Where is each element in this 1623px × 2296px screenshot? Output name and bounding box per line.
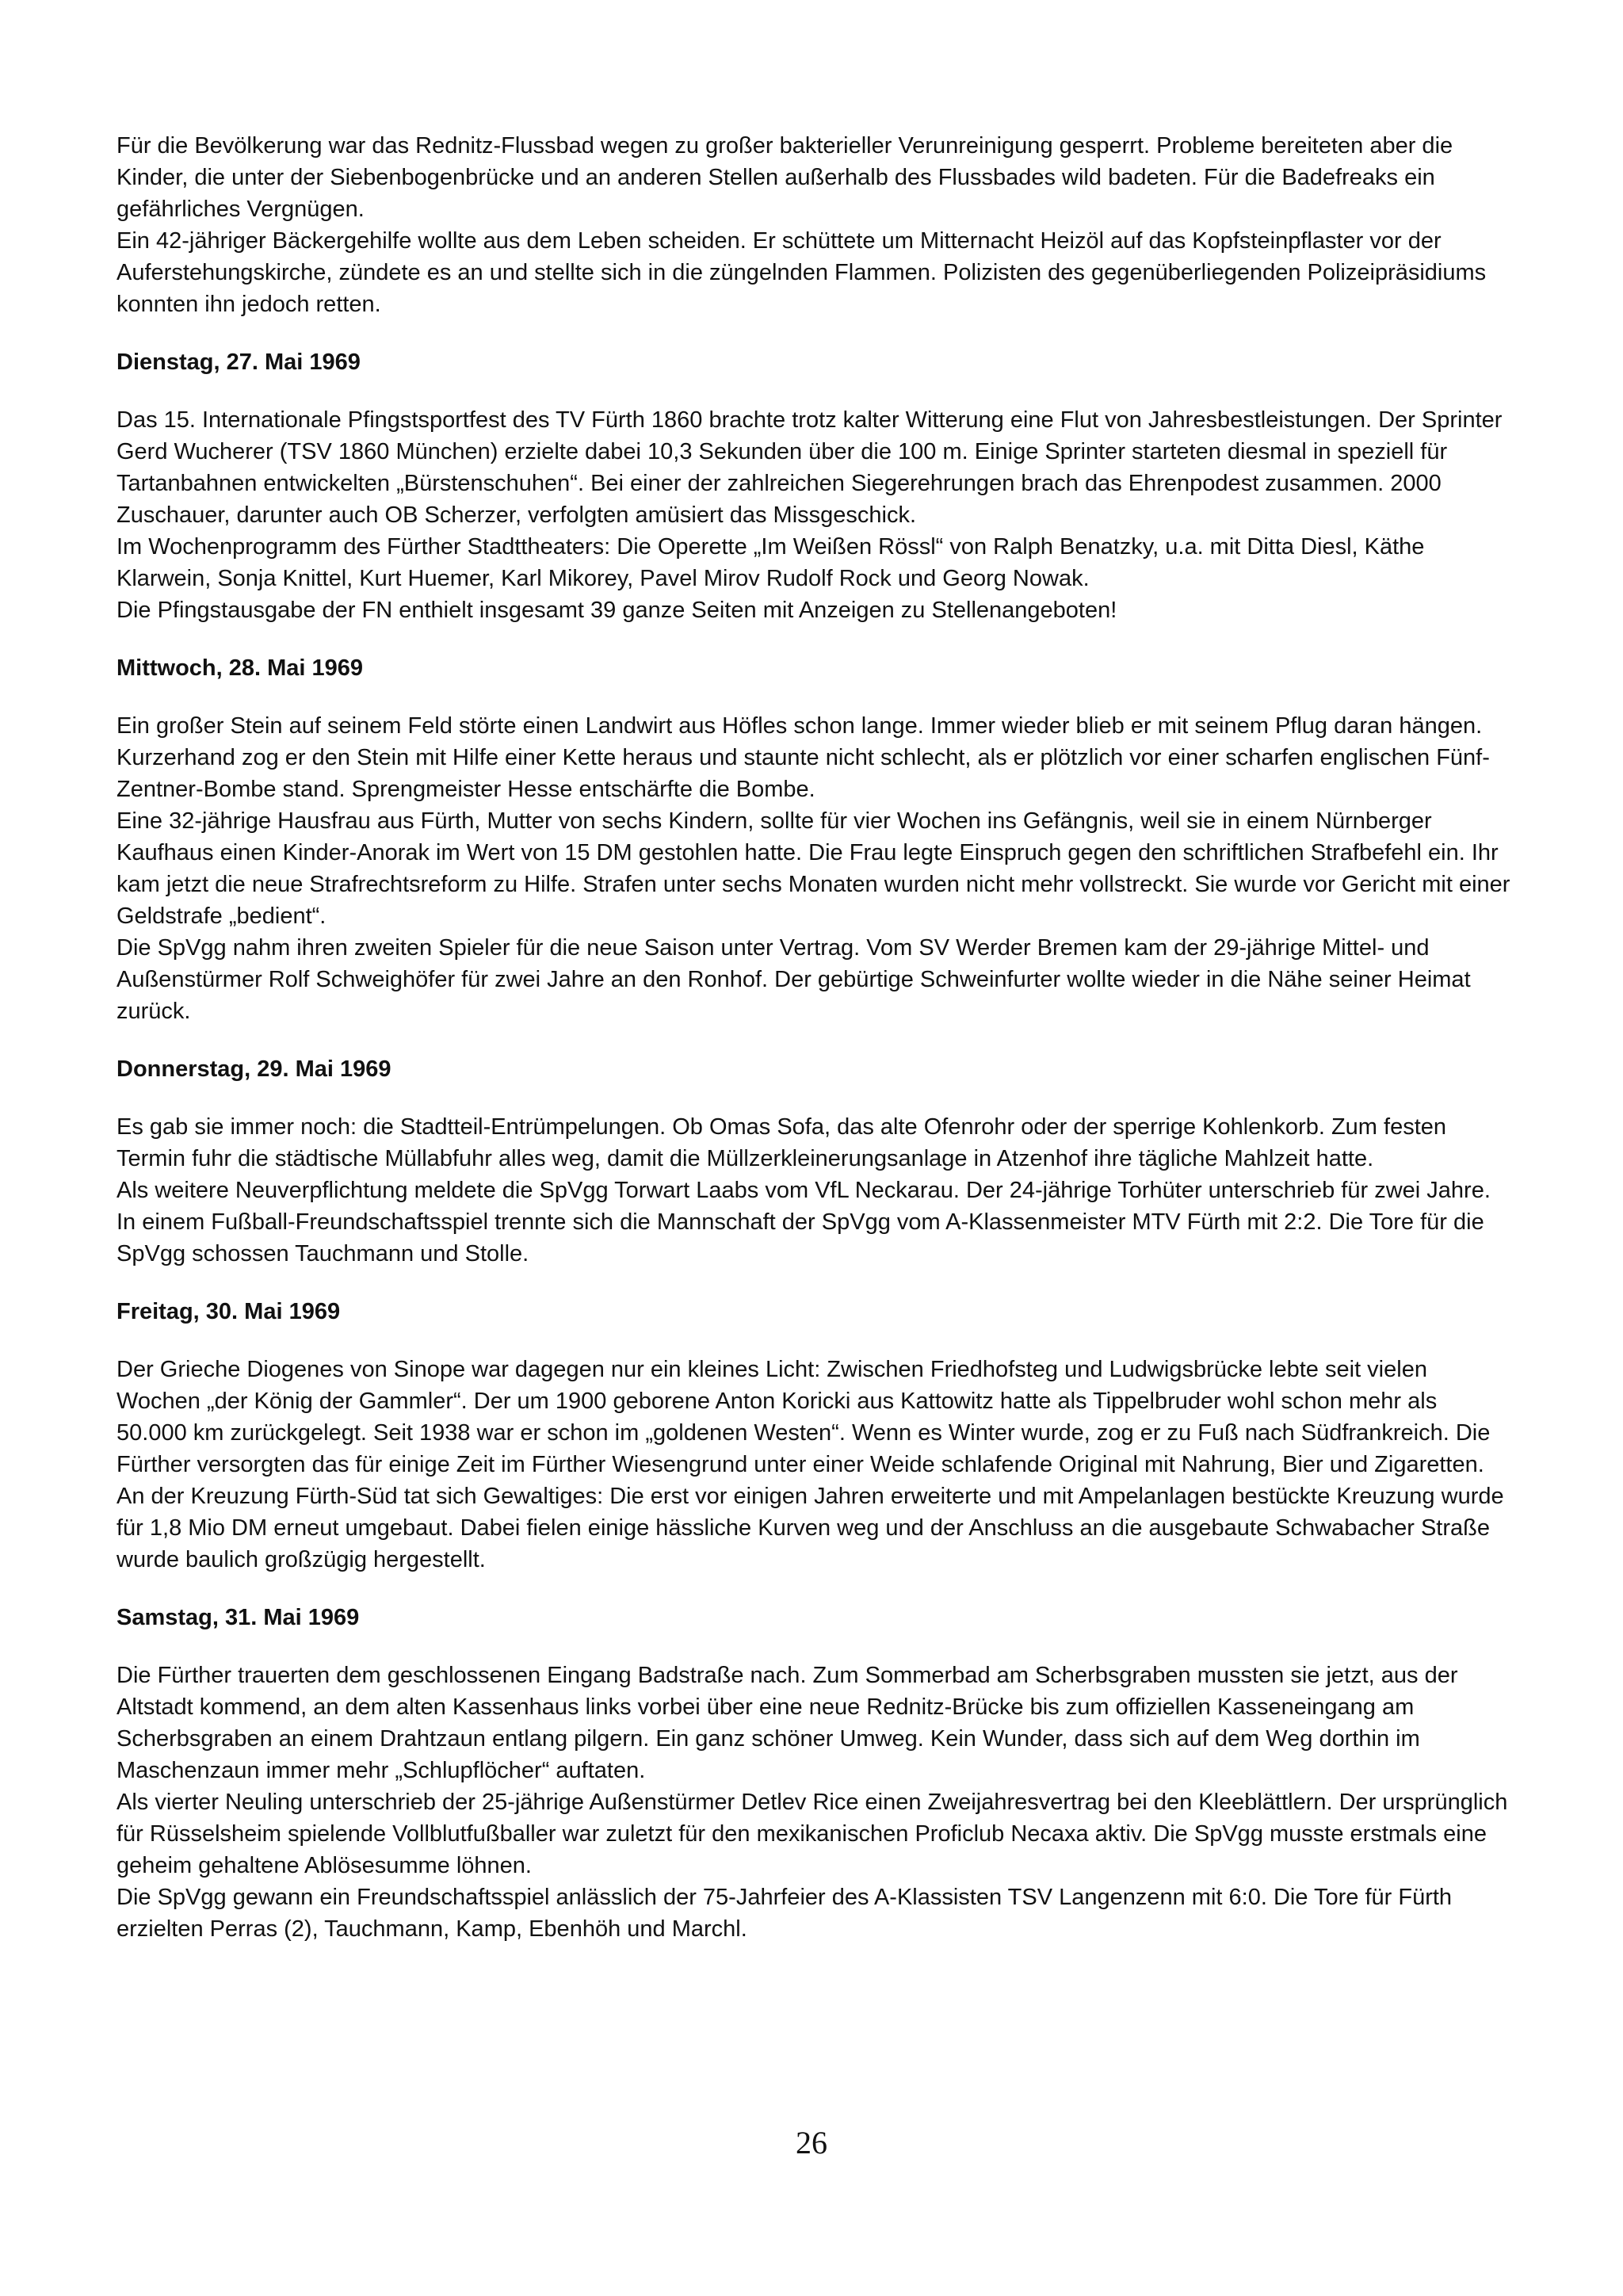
paragraph: Ein großer Stein auf seinem Feld störte einen Landwirt aus Höfles schon lange. Immer wieder blieb er mit seinem Pflug daran hängen. Kurzerhand zog er den Stein mit Hilfe einer Kette heraus und staunte nicht schlecht, als er plötzlich vor einer scharfen englischen Fünf-Zentner-Bombe stand. Sprengmeister Hesse entschärfte die Bombe. [116, 713, 1490, 802]
paragraph: Ein 42-jähriger Bäckergehilfe wollte aus dem Leben scheiden. Er schüttete um Mitternacht Heizöl auf das Kopfsteinpflaster vor der Auferstehungskirche, zündete es an und stellte sich in die züngelnden Flammen. Polizisten des gegenüberliegenden Polizeipräsidiums konnten ihn jedoch retten. [116, 228, 1487, 317]
paragraph: Die SpVgg nahm ihren zweiten Spieler für die neue Saison unter Vertrag. Vom SV Werder Bremen kam der 29-jährige Mittel- und Außenstürmer Rolf Schweighöfer für zwei Jahre an den Ronhof. Der gebürtige Schweinfurter wollte wieder in die Nähe seiner Heimat zurück. [116, 935, 1471, 1024]
paragraph: In einem Fußball-Freundschaftsspiel trennte sich die Mannschaft der SpVgg vom A-Klassenmeister MTV Fürth mit 2:2. Die Tore für die SpVgg schossen Tauchmann und Stolle. [116, 1209, 1484, 1266]
date-heading: Freitag, 30. Mai 1969 [116, 1299, 341, 1324]
paragraph: Für die Bevölkerung war das Rednitz-Flussbad wegen zu großer bakterieller Verunreinigung gesperrt. Probleme bereiteten aber die Kinder, die unter der Siebenbogenbrücke und an anderen Stellen außerhalb des Flussbades wild badeten. Für die Badefreaks ein gefährliches Vergnügen. [116, 133, 1453, 222]
paragraph: Die Fürther trauerten dem geschlossenen Eingang Badstraße nach. Zum Sommerbad am Scherbsgraben mussten sie jetzt, aus der Altstadt kommend, an dem alten Kassenhaus links vorbei über eine neue Rednitz-Brücke bis zum offiziellen Kasseneingang am Scherbsgraben an einem Drahtzaun entlang pilgern. Ein ganz schöner Umweg. Kein Wunder, dass sich auf dem Weg dorthin im Maschenzaun immer mehr „Schlupflöcher“ auftaten. [116, 1663, 1458, 1783]
paragraph: Als weitere Neuverpflichtung meldete die SpVgg Torwart Laabs vom VfL Neckarau. Der 24-jährige Torhüter unterschrieb für zwei Jahre. [116, 1178, 1491, 1203]
paragraph: An der Kreuzung Fürth-Süd tat sich Gewaltiges: Die erst vor einigen Jahren erweiterte und mit Ampelanlagen bestückte Kreuzung wurde für 1,8 Mio DM erneut umgebaut. Dabei fielen einige hässliche Kurven weg und der Anschluss an die ausgebaute Schwabacher Straße wurde baulich großzügig hergestellt. [116, 1484, 1504, 1572]
paragraph: Als vierter Neuling unterschrieb der 25-jährige Außenstürmer Detlev Rice einen Zweijahresvertrag bei den Kleeblättlern. Der ursprünglich für Rüsselsheim spielende Vollblutfußballer war zuletzt für den mexikanischen Proficlub Necaxa aktiv. Die SpVgg musste erstmals eine geheim gehaltene Ablösesumme löhnen. [116, 1790, 1508, 1878]
paragraph: Eine 32-jährige Hausfrau aus Fürth, Mutter von sechs Kindern, sollte für vier Wochen ins Gefängnis, weil sie in einem Nürnberger Kaufhaus einen Kinder-Anorak im Wert von 15 DM gestohlen hatte. Die Frau legte Einspruch gegen den schriftlichen Strafbefehl ein. Ihr kam jetzt die neue Strafrechtsreform zu Hilfe. Strafen unter sechs Monaten wurden nicht mehr vollstreckt. Sie wurde vor Gericht mit einer Geldstrafe „bedient“. [116, 808, 1510, 929]
document-body [116, 130, 1511, 1945]
page-number: 26 [796, 2125, 827, 2160]
paragraph: Das 15. Internationale Pfingstsportfest des TV Fürth 1860 brachte trotz kalter Witterung eine Flut von Jahresbestleistungen. Der Sprinter Gerd Wucherer (TSV 1860 München) erzielte dabei 10,3 Sekunden über die 100 m. Einige Sprinter starteten diesmal in speziell für Tartanbahnen entwickelten „Bürstenschuhen“. Bei einer der zahlreichen Siegerehrungen brach das Ehrenpodest zusammen. 2000 Zuschauer, darunter auch OB Scherzer, verfolgten amüsiert das Missgeschick. [116, 407, 1503, 528]
paragraph: Die Pfingstausgabe der FN enthielt insgesamt 39 ganze Seiten mit Anzeigen zu Stellenangeboten! [116, 598, 1117, 623]
date-heading: Donnerstag, 29. Mai 1969 [116, 1056, 391, 1082]
paragraph: Im Wochenprogramm des Fürther Stadttheaters: Die Operette „Im Weißen Rössl“ von Ralph Benatzky, u.a. mit Ditta Diesl, Käthe Klarwein, Sonja Knittel, Kurt Huemer, Karl Mikorey, Pavel Mirov Rudolf Rock und Georg Nowak. [116, 534, 1425, 591]
paragraph: Der Grieche Diogenes von Sinope war dagegen nur ein kleines Licht: Zwischen Friedhofsteg und Ludwigsbrücke lebte seit vielen Wochen „der König der Gammler“. Der um 1900 geborene Anton Koricki aus Kattowitz hatte als Tippelbruder wohl schon mehr als 50.000 km zurückgelegt. Seit 1938 war er schon im „goldenen Westen“. Wenn es Winter wurde, zog er zu Fuß nach Südfrankreich. Die Fürther versorgten das für einige Zeit im Fürther Wiesengrund unter einer Weide schlafende Original mit Nahrung, Bier und Zigaretten. [116, 1357, 1491, 1477]
date-heading: Dienstag, 27. Mai 1969 [116, 350, 361, 375]
date-heading: Samstag, 31. Mai 1969 [116, 1605, 360, 1630]
paragraph: Es gab sie immer noch: die Stadtteil-Entrümpelungen. Ob Omas Sofa, das alte Ofenrohr oder der sperrige Kohlenkorb. Zum festen Termin fuhr die städtische Müllabfuhr alles weg, damit die Müllzerkleinerungsanlage in Atzenhof ihre tägliche Mahlzeit hatte. [116, 1114, 1447, 1171]
paragraph: Die SpVgg gewann ein Freundschaftsspiel anlässlich der 75-Jahrfeier des A-Klassisten TSV Langenzenn mit 6:0. Die Tore für Fürth erzielten Perras (2), Tauchmann, Kamp, Ebenhöh und Marchl. [116, 1885, 1453, 1942]
date-heading: Mittwoch, 28. Mai 1969 [116, 655, 364, 681]
